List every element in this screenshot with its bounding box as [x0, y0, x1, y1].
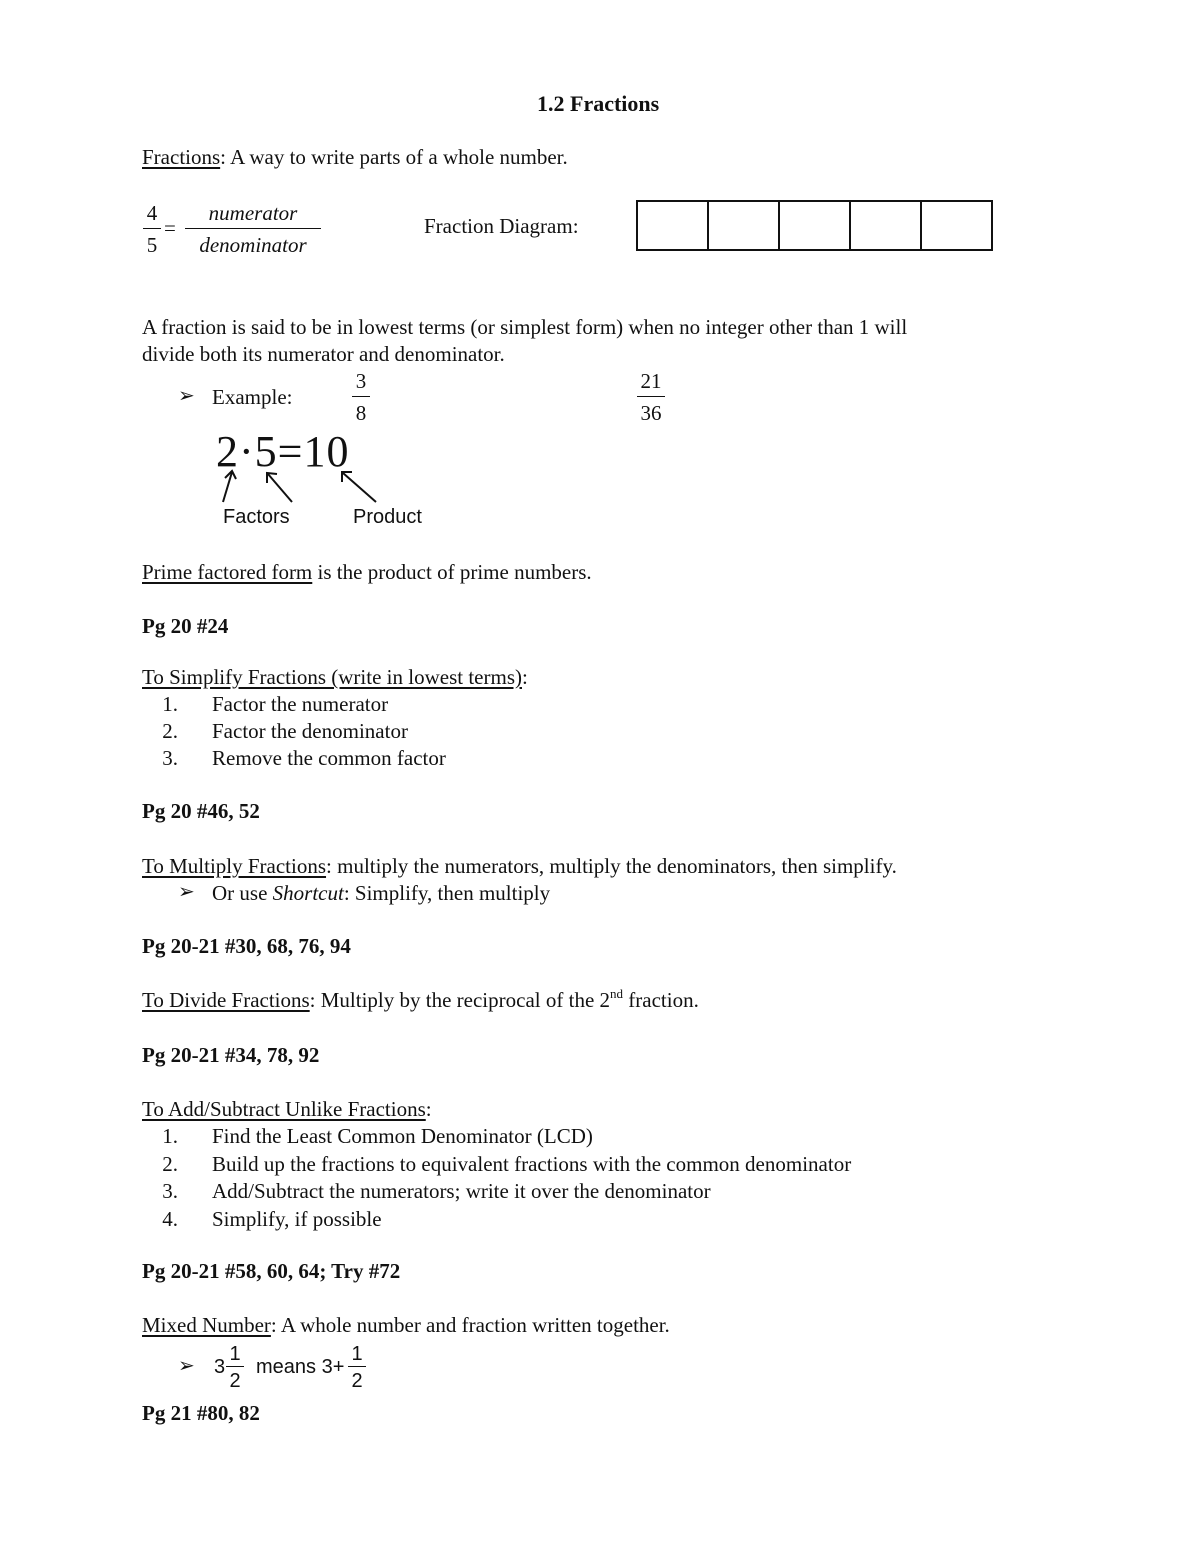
- example-fraction-21-36: [637, 371, 665, 424]
- factors-label: Factors: [223, 506, 290, 528]
- divide-text: : Multiply by the reciprocal of the 2: [309, 988, 611, 1012]
- divide-line: [142, 986, 699, 1012]
- simplify-heading-line: [142, 667, 528, 688]
- homework-ref-3: Pg 20-21 #30, 68, 76, 94: [142, 934, 351, 958]
- prime-term: Prime factored form: [142, 560, 313, 584]
- example-frac1-numerator: 3: [355, 369, 367, 393]
- simplify-step-3: Remove the common factor: [212, 746, 446, 770]
- homework-ref-2: Pg 20 #46, 52: [142, 799, 260, 823]
- mixed-number-text: : A whole number and fraction written together.: [270, 1313, 670, 1337]
- prime-definition: [142, 562, 592, 583]
- diagram-cell: [851, 202, 922, 249]
- shortcut-text: : Simplify, then multiply: [343, 881, 551, 905]
- simplify-step-2: Factor the denominator: [212, 719, 408, 743]
- divide-text-end: fraction.: [623, 988, 699, 1012]
- word-numerator: numerator: [208, 201, 298, 225]
- lowest-terms-line2: divide both its numerator and denominator.: [142, 342, 505, 366]
- homework-ref-5: Pg 20-21 #58, 60, 64; Try #72: [142, 1259, 401, 1283]
- example-frac2-numerator: 21: [640, 369, 662, 393]
- add-step-3: Add/Subtract the numerators; write it over the denominator: [212, 1179, 711, 1203]
- means-text: means 3+: [256, 1356, 345, 1378]
- equals-sign: =: [164, 216, 176, 240]
- word-denominator: denominator: [199, 233, 307, 257]
- example-frac2-denominator: 36: [640, 401, 662, 425]
- list-item: 3. Remove the common factor: [162, 746, 446, 770]
- simplify-step-1: Factor the numerator: [212, 692, 389, 716]
- divide-heading: To Divide Fractions: [142, 988, 310, 1012]
- list-item: 4. Simplify, if possible: [162, 1206, 382, 1231]
- mixed-denominator-2: 2: [351, 1370, 363, 1392]
- example-fraction-3-8: [352, 371, 370, 424]
- homework-ref-1: Pg 20 #24: [142, 614, 229, 638]
- list-item: 3. Add/Subtract the numerators; write it over the denominator: [162, 1179, 711, 1203]
- add-heading: To Add/Subtract Unlike Fractions: [142, 1097, 426, 1121]
- add-heading-line: [142, 1099, 432, 1120]
- fraction-diagram: [636, 200, 993, 251]
- simplify-steps: [142, 694, 446, 775]
- homework-ref-4: Pg 20-21 #34, 78, 92: [142, 1043, 320, 1067]
- product-equation: 2·5=10: [216, 427, 350, 476]
- arrow-factor-2: [268, 474, 292, 502]
- example-frac1-denominator: 8: [355, 401, 367, 425]
- mixed-fraction: [226, 1344, 244, 1391]
- mixed-denominator: 2: [229, 1370, 241, 1392]
- fraction-words: [185, 203, 321, 256]
- multiply-heading: To Multiply Fractions: [142, 854, 327, 878]
- fractions-definition: [142, 147, 568, 168]
- diagram-cell: [922, 202, 991, 249]
- mixed-fraction-2: [348, 1344, 366, 1391]
- simplify-heading: To Simplify Fractions (write in lowest terms): [142, 665, 522, 689]
- divide-superscript: nd: [610, 986, 624, 1001]
- mixed-numerator: 1: [229, 1343, 241, 1365]
- fraction-diagram-label: Fraction Diagram:: [424, 214, 579, 238]
- list-item: 2. Build up the fractions to equivalent fractions with the common denominator: [162, 1151, 852, 1176]
- fraction-numerator: 4: [146, 201, 158, 225]
- list-item: 2. Factor the denominator: [162, 719, 408, 743]
- add-steps: [142, 1126, 851, 1236]
- mixed-number-line: [142, 1315, 670, 1336]
- shortcut-line: [212, 883, 550, 904]
- fraction-denominator: 5: [146, 233, 158, 257]
- list-item: 1. Factor the numerator: [162, 692, 389, 716]
- mixed-numerator-2: 1: [351, 1343, 363, 1365]
- arrow-product: [343, 473, 376, 502]
- multiply-line: [142, 856, 897, 877]
- prime-definition-text: is the product of prime numbers.: [312, 560, 592, 584]
- multiply-text: : multiply the numerators, multiply the denominators, then simplify.: [326, 854, 897, 878]
- simplify-colon: :: [521, 665, 528, 689]
- product-label: Product: [353, 506, 422, 528]
- factor-product-arrows: [210, 466, 390, 506]
- fractions-definition-text: : A way to write parts of a whole number.: [220, 145, 568, 169]
- arrow-bullet-icon: ➢: [178, 385, 195, 407]
- arrow-bullet-icon: ➢: [178, 881, 195, 903]
- page-title: 1.2 Fractions: [537, 91, 660, 116]
- add-step-4: Simplify, if possible: [212, 1206, 382, 1231]
- lowest-terms-line1: A fraction is said to be in lowest terms (or simplest form) when no integer other than 1 will: [142, 315, 908, 339]
- mixed-number-term: Mixed Number: [142, 1313, 271, 1337]
- diagram-cell: [780, 202, 851, 249]
- fractions-term: Fractions: [142, 145, 221, 169]
- homework-ref-6: Pg 21 #80, 82: [142, 1401, 260, 1425]
- list-item: 1. Find the Least Common Denominator (LCD): [162, 1124, 593, 1148]
- add-colon: :: [425, 1097, 432, 1121]
- shortcut-term: Shortcut: [272, 881, 344, 905]
- fraction-4-5: [143, 203, 161, 256]
- mixed-whole: 3: [214, 1356, 226, 1378]
- arrow-bullet-icon: ➢: [178, 1355, 195, 1377]
- add-step-2: Build up the fractions to equivalent fractions with the common denominator: [212, 1151, 852, 1176]
- diagram-cell: [638, 202, 709, 249]
- diagram-cell: [709, 202, 780, 249]
- example-label: Example:: [212, 385, 293, 409]
- or-use-text: Or use: [212, 881, 273, 905]
- add-step-1: Find the Least Common Denominator (LCD): [212, 1124, 593, 1148]
